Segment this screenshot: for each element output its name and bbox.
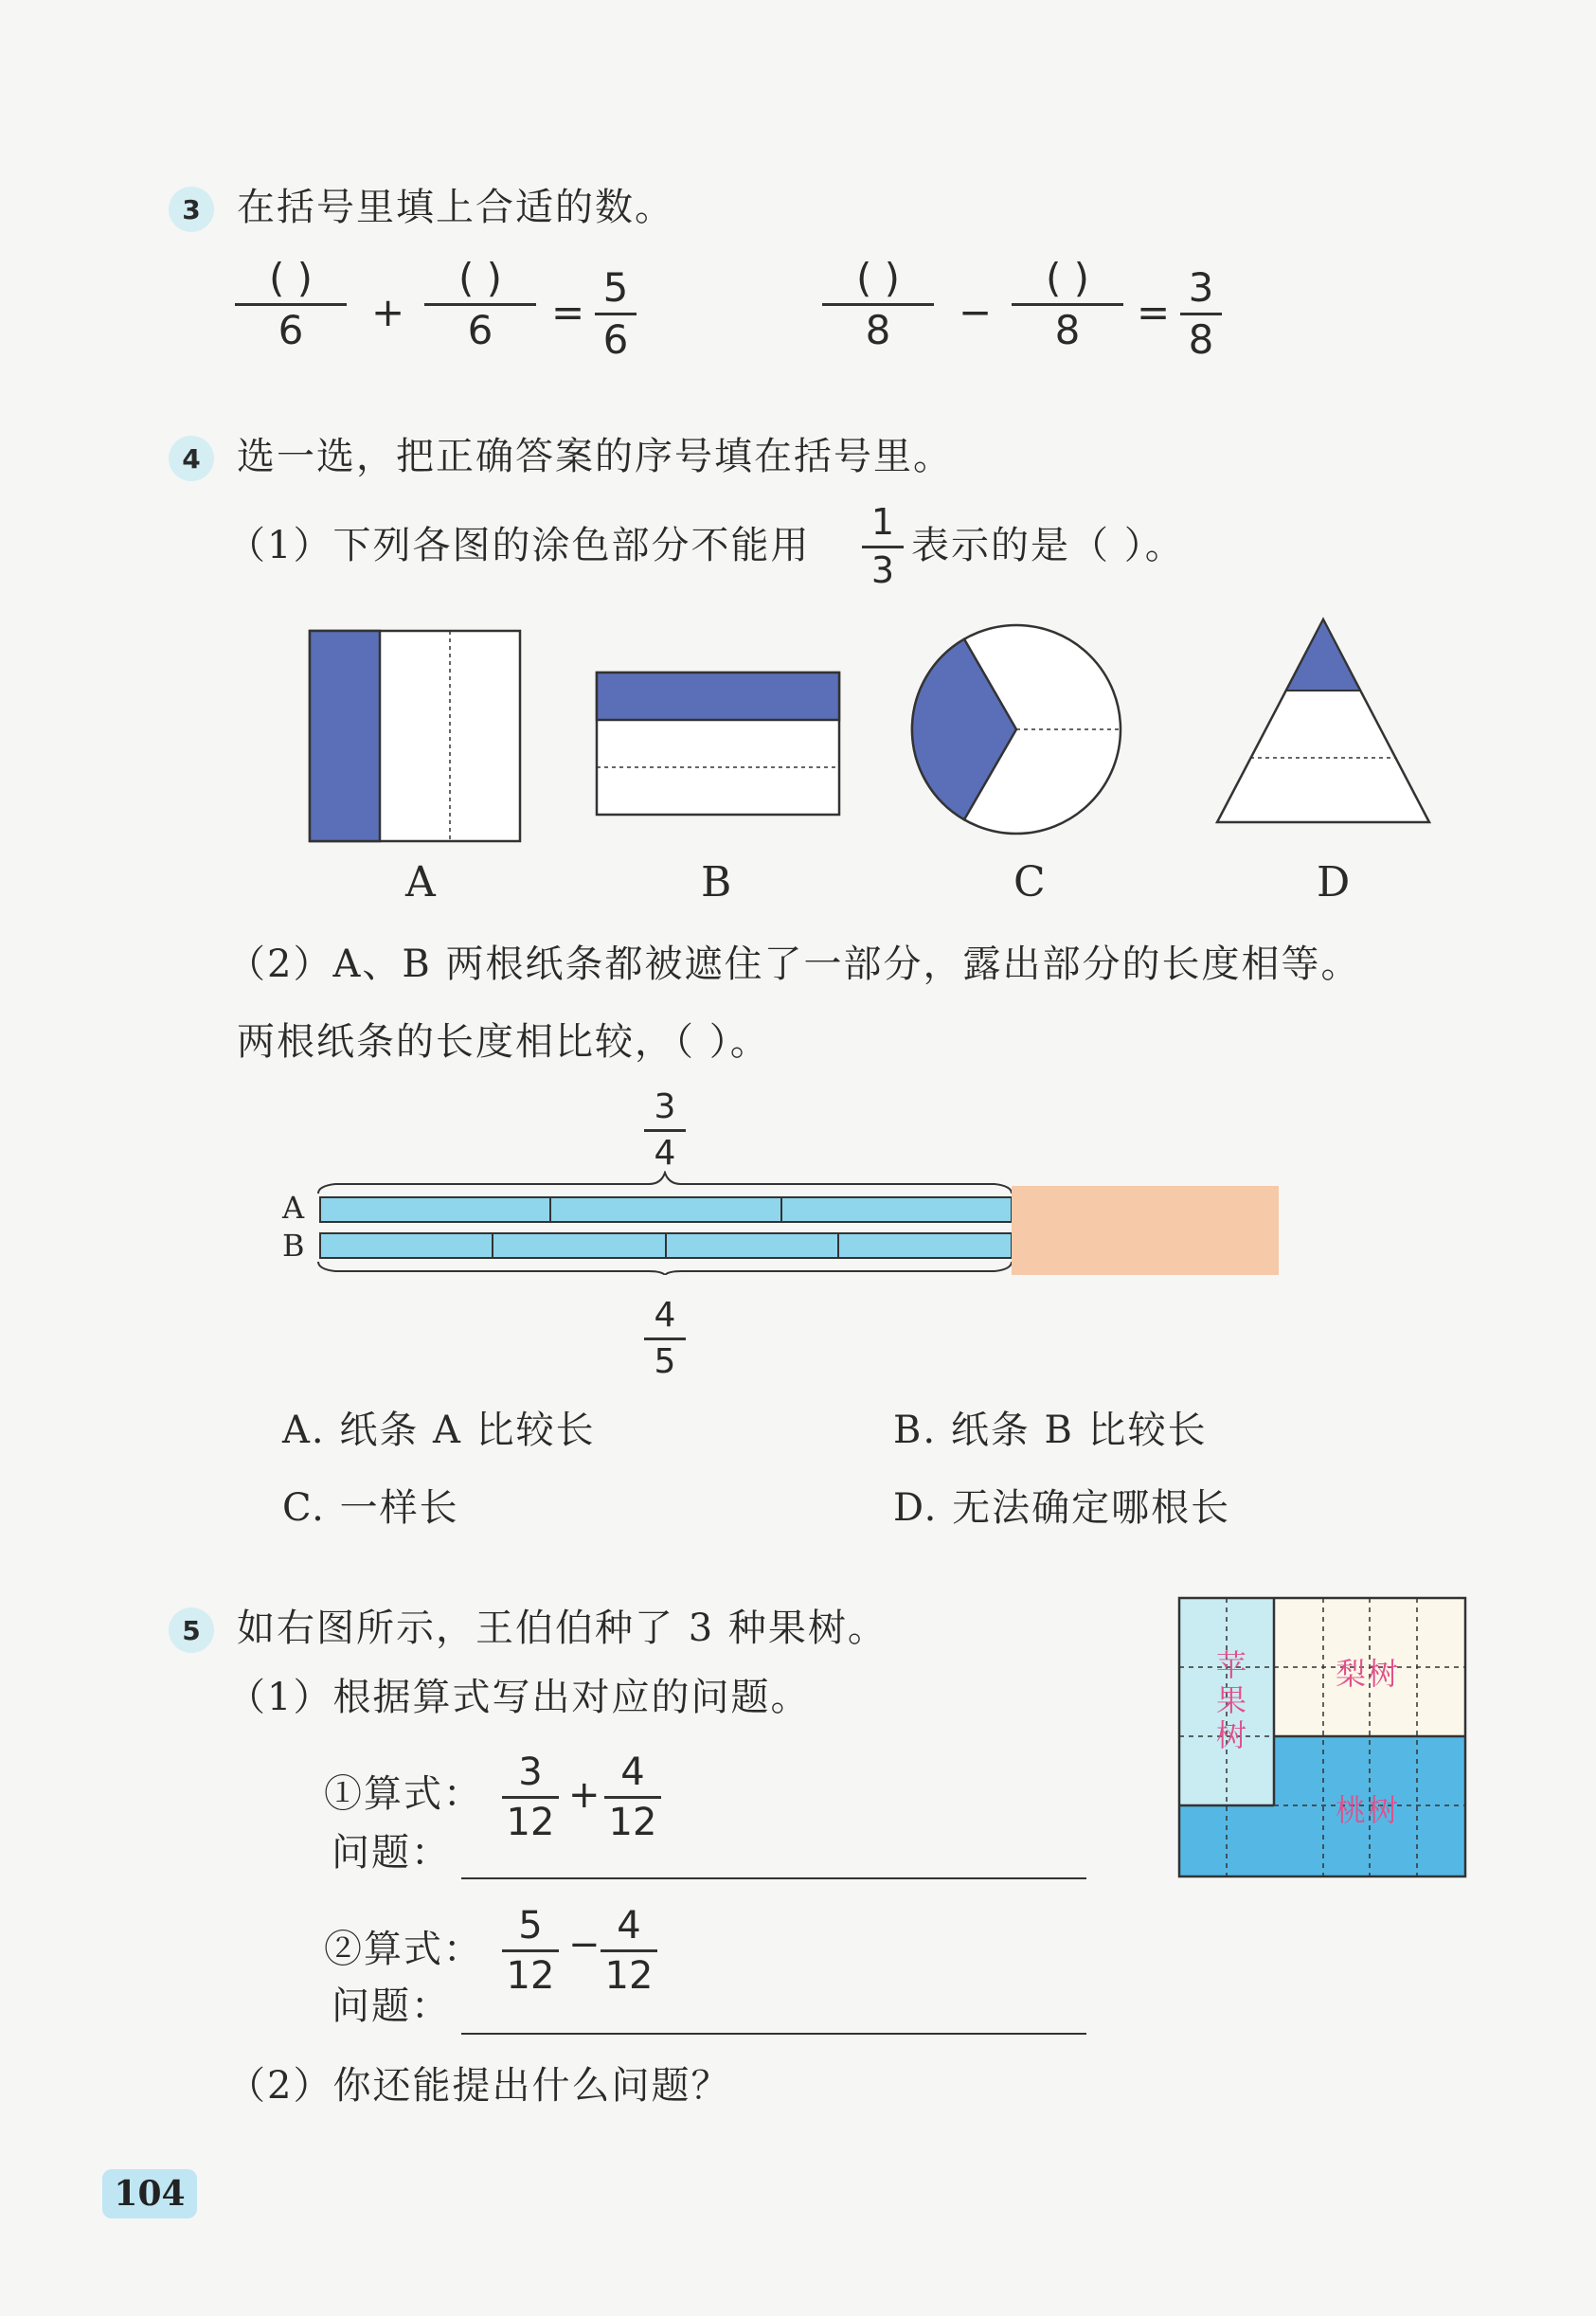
q4-part2-line2: 两根纸条的长度相比较，（ ）。 <box>237 1020 770 1064</box>
formula-1-frac1-num: 3 <box>518 1750 543 1794</box>
formula-1-frac1-den: 12 <box>506 1801 555 1844</box>
strip-a-fraction-den: 4 <box>654 1133 676 1173</box>
q3-eq1-frac1-den: 6 <box>278 307 304 354</box>
question-5-prompt: 如右图所示，王伯伯种了 3 种果树。 <box>237 1607 888 1650</box>
q3-eq1-frac2-blank[interactable]: ( ) <box>457 255 503 301</box>
q4-part1-fraction-den: 3 <box>870 548 895 591</box>
q3-eq2-frac1-den: 8 <box>865 307 891 354</box>
formula-2-frac2 <box>601 1906 657 1996</box>
q4-shapes <box>284 616 1459 928</box>
q3-eq2-frac2-den: 8 <box>1054 307 1081 354</box>
shape-d-triangle[interactable] <box>1217 619 1429 822</box>
q3-eq2-frac1-blank[interactable]: ( ) <box>855 255 901 301</box>
q3-eq2-result-num: 3 <box>1188 264 1214 311</box>
q3-eq1-equals: = <box>551 289 585 335</box>
q5-part1: （1）根据算式写出对应的问题。 <box>227 1676 811 1719</box>
question-3-number: 3 <box>169 187 214 232</box>
strip-a-fraction-num: 3 <box>654 1087 676 1126</box>
formula-1-frac2-den: 12 <box>608 1801 657 1844</box>
formula-2-frac1-num: 5 <box>518 1904 543 1948</box>
q5-part2: （2）你还能提出什么问题？ <box>227 2064 731 2108</box>
q3-eq2-result-den: 8 <box>1188 316 1214 364</box>
q3-eq1-result <box>595 264 637 364</box>
q3-eq1-frac2-den: 6 <box>467 307 493 354</box>
formula-1-frac2-num: 4 <box>620 1750 645 1794</box>
q4-part1-fraction-num: 1 <box>870 501 895 543</box>
strip-a <box>320 1197 1012 1222</box>
q3-eq1-plus: + <box>371 289 405 335</box>
question-4-prompt: 选一选，把正确答案的序号填在括号里。 <box>237 435 953 478</box>
option-c[interactable]: C. 一样长 <box>282 1486 459 1530</box>
question-1-label: 问题： <box>332 1831 451 1875</box>
question-2-label: 问题： <box>332 1984 451 2028</box>
q3-eq1-result-den: 6 <box>602 316 629 364</box>
q4-part1-prefix: （1）下列各图的涂色部分不能用 <box>227 524 811 567</box>
strip-b-fraction <box>644 1298 686 1380</box>
strips-diagram <box>313 1171 1298 1275</box>
formula-2-frac1 <box>502 1906 559 1996</box>
strip-a-fraction <box>644 1089 686 1172</box>
apple-tree-label: 苹 果 树 <box>1215 1647 1246 1753</box>
question-1-answer-line[interactable] <box>461 1877 1086 1879</box>
formula-2-frac1-den: 12 <box>506 1954 555 1998</box>
formula-1-label: ①算式： <box>324 1772 483 1816</box>
q3-eq2-equals: = <box>1137 289 1171 335</box>
shape-c-circle[interactable] <box>912 625 1121 834</box>
q3-eq2-frac2 <box>1012 255 1123 354</box>
page-number: 104 <box>102 2169 197 2218</box>
cover-block <box>1012 1186 1279 1275</box>
formula-2-op: − <box>568 1923 601 1966</box>
question-4-number: 4 <box>169 436 214 481</box>
q4-part2-line1: （2）A、B 两根纸条都被遮住了一部分，露出部分的长度相等。 <box>227 943 1361 986</box>
shape-a-square[interactable] <box>310 631 520 841</box>
q3-eq2-frac1 <box>822 255 934 354</box>
q3-eq1-frac1-blank[interactable]: ( ) <box>268 255 314 301</box>
strip-b <box>320 1233 1012 1258</box>
shape-a-label: A <box>405 858 436 907</box>
strip-a-label: A <box>282 1190 305 1226</box>
peach-tree-label: 桃树 <box>1336 1792 1401 1828</box>
q4-part1-fraction <box>862 501 904 591</box>
formula-2-frac2-den: 12 <box>604 1954 654 1998</box>
q3-eq1-frac2 <box>424 255 536 354</box>
formula-2-frac2-num: 4 <box>617 1904 641 1948</box>
pear-tree-label: 梨树 <box>1336 1656 1401 1692</box>
question-3-prompt: 在括号里填上合适的数。 <box>237 186 674 229</box>
strip-b-fraction-den: 5 <box>654 1341 676 1381</box>
strip-b-fraction-num: 4 <box>654 1296 676 1335</box>
q3-eq2-result <box>1180 264 1222 364</box>
q3-eq2-minus: − <box>959 289 993 335</box>
option-d[interactable]: D. 无法确定哪根长 <box>893 1486 1231 1530</box>
q3-eq2-frac2-blank[interactable]: ( ) <box>1045 255 1090 301</box>
formula-2-label: ②算式： <box>324 1928 483 1971</box>
option-b[interactable]: B. 纸条 B 比较长 <box>893 1409 1208 1452</box>
shape-b-rectangle[interactable] <box>597 673 839 815</box>
formula-1-frac1 <box>502 1752 559 1842</box>
q4-part1-suffix: 表示的是（ ）。 <box>911 524 1185 567</box>
option-a[interactable]: A. 纸条 A 比较长 <box>282 1409 596 1452</box>
question-2-answer-line[interactable] <box>461 2033 1086 2035</box>
question-5-number: 5 <box>169 1607 214 1653</box>
q3-eq1-frac1 <box>235 255 347 354</box>
strip-b-label: B <box>282 1228 305 1264</box>
formula-1-frac2 <box>604 1752 661 1842</box>
q3-eq1-result-num: 5 <box>602 264 629 311</box>
formula-1-op: + <box>568 1773 601 1817</box>
shape-b-label: B <box>701 858 732 907</box>
shape-c-label: C <box>1013 858 1046 907</box>
shape-d-label: D <box>1317 858 1351 907</box>
